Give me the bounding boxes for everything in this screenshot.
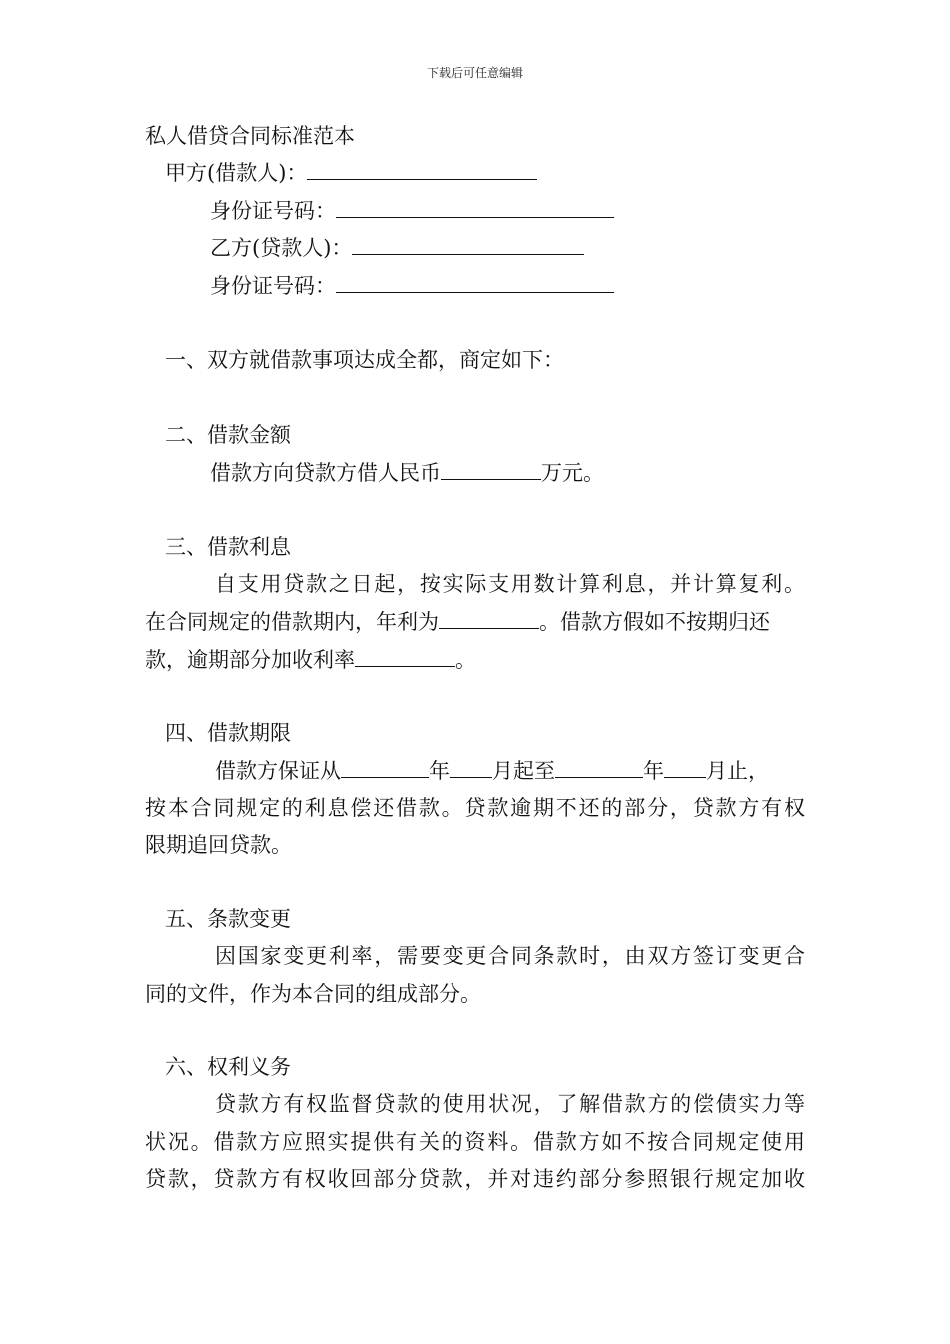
page-header: 下载后可任意编辑 — [426, 66, 523, 80]
party-a-blank — [307, 157, 537, 180]
document-title: 私人借贷合同标准范本 — [145, 124, 355, 148]
end-month-blank — [664, 755, 706, 778]
start-month-blank — [450, 755, 492, 778]
section-3-line-2 — [145, 606, 770, 637]
section-6-heading: 六、权利义务 — [165, 1055, 291, 1079]
section-6-line-2: 状况。借款方应照实提供有关的资料。借款方如不按合同规定使用 — [145, 1130, 805, 1154]
section-2-text — [210, 457, 604, 488]
id-blank-2 — [336, 270, 614, 293]
section-3-line-2-tail: 。借款方假如不按期归还 — [539, 610, 770, 634]
id-blank-1 — [336, 195, 614, 218]
overdue-rate-label: 款，逾期部分加收利率 — [145, 648, 355, 672]
section-5-line-2: 同的文件，作为本合同的组成部分。 — [145, 982, 481, 1006]
annual-rate-label: 在合同规定的借款期内，年利为 — [145, 610, 439, 634]
section-4-heading: 四、借款期限 — [165, 721, 291, 745]
month-to-label: 月止， — [706, 759, 769, 783]
start-year-blank — [341, 755, 429, 778]
section-1-heading: 一、双方就借款事项达成全都，商定如下： — [165, 348, 564, 372]
section-4-line-3: 限期追回贷款。 — [145, 833, 292, 857]
section-5-heading: 五、条款变更 — [165, 907, 291, 931]
section-3-heading: 三、借款利息 — [165, 535, 291, 559]
id-label-1: 身份证号码： — [210, 199, 336, 223]
section-3-line-3 — [145, 644, 476, 675]
loan-amount-unit: 万元。 — [541, 461, 604, 485]
party-b-label: 乙方(贷款人)： — [210, 236, 353, 260]
term-from-label: 借款方保证从 — [215, 759, 341, 783]
annual-rate-blank — [439, 606, 539, 629]
end-year-blank — [555, 755, 643, 778]
section-6-line-1: 贷款方有权监督贷款的使用状况，了解借款方的偿债实力等 — [215, 1092, 805, 1116]
party-b-line — [210, 232, 584, 263]
month-from-label: 月起至 — [492, 759, 555, 783]
section-4-line-1 — [215, 755, 769, 786]
section-6-line-3: 贷款，贷款方有权收回部分贷款，并对违约部分参照银行规定加收 — [145, 1167, 805, 1191]
section-5-line-1: 因国家变更利率，需要变更合同条款时，由双方签订变更合 — [215, 944, 805, 968]
section-3-line-1: 自支用贷款之日起，按实际支用数计算利息，并计算复利。 — [215, 572, 805, 596]
year-label-2: 年 — [643, 759, 664, 783]
section-3-line-3-tail: 。 — [455, 648, 476, 672]
id-line-2 — [210, 270, 614, 301]
party-a-line — [165, 157, 537, 188]
loan-amount-blank — [441, 457, 541, 480]
id-label-2: 身份证号码： — [210, 274, 336, 298]
year-label-1: 年 — [429, 759, 450, 783]
party-b-blank — [352, 232, 584, 255]
id-line-1 — [210, 195, 614, 226]
loan-amount-label: 借款方向贷款方借人民币 — [210, 461, 441, 485]
party-a-label: 甲方(借款人)： — [165, 161, 308, 185]
section-4-line-2: 按本合同规定的利息偿还借款。贷款逾期不还的部分，贷款方有权 — [145, 796, 805, 820]
overdue-rate-blank — [355, 644, 455, 667]
section-2-heading: 二、借款金额 — [165, 423, 291, 447]
